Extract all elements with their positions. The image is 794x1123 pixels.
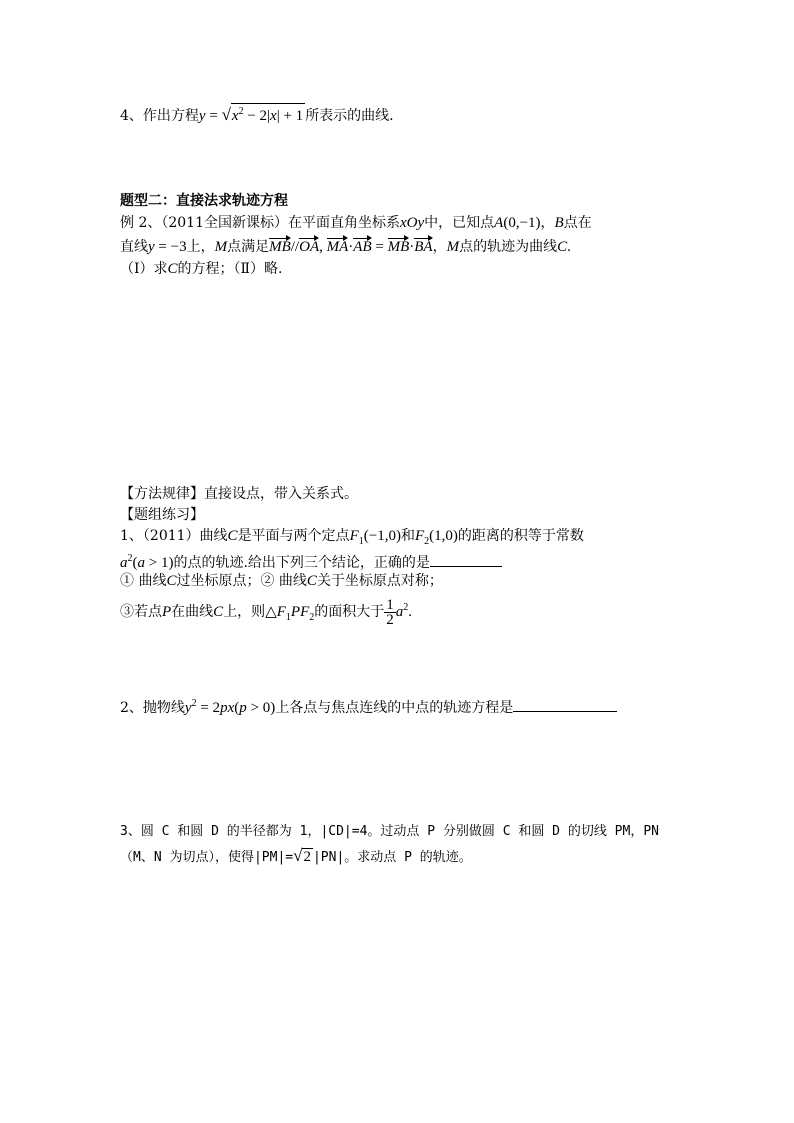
- p1-math-F2: $F_2(1,0)$: [414, 528, 458, 547]
- ex2-text-7: 点满足: [227, 239, 270, 255]
- practice-1-option-3: [120, 598, 412, 628]
- ex2-text-6: 上，: [186, 239, 215, 255]
- ex2-text-8: ，: [432, 239, 447, 255]
- practice-3-line-1: 3、圆 C 和圆 D 的半径都为 1，|CD|=4。过动点 P 分别做圆 C 和圆 D 的切线 PM，PN: [120, 824, 659, 839]
- ex2-text-3: ，: [540, 215, 555, 231]
- ex2-text-10: （Ⅰ）求: [120, 261, 168, 277]
- p1-math-C4: C: [306, 573, 317, 589]
- ex2-math-line: y = −3: [148, 239, 187, 255]
- ex2-text-2: 中，已知点: [424, 215, 495, 231]
- method-rule: 【方法规律】直接设点，带入关系式。: [120, 486, 358, 502]
- p1-text-11: 上，则: [223, 604, 266, 620]
- p1-math-C5: C: [213, 604, 224, 620]
- p1-text-2: 是平面与两个定点: [237, 528, 350, 544]
- practice-3-line-2: [120, 846, 472, 868]
- p1-math-P: P: [162, 604, 172, 620]
- p1-text-1: 1、（2011）曲线: [120, 528, 228, 544]
- ex2-math-xoy: xOy: [400, 215, 425, 231]
- p1-math-a2: $a^2(a > 1)$: [120, 553, 174, 571]
- p1-math-C: C: [227, 528, 238, 544]
- p2-text-2: 上各点与焦点连线的中点的轨迹方程是: [275, 700, 514, 716]
- ex2-math-C: C.: [557, 239, 571, 255]
- practice-1-line-2: [120, 549, 502, 573]
- practice-1-options-1-2: [120, 571, 443, 591]
- p1-text-4: 的距离的积等于常数: [457, 528, 584, 544]
- p3-math-sqrt2: √2: [293, 846, 311, 865]
- ex2-math-vectors: MB//OA, MA·AB = MB·BA: [269, 239, 433, 255]
- p1-math-triangle: $\triangle F_1PF_2$: [265, 604, 315, 623]
- ex2-math-M2: M: [446, 239, 460, 255]
- p1-math-C3: C: [166, 573, 177, 589]
- p1-math-half-a2: $\frac{1}{2}$ $a^2$.: [386, 597, 412, 629]
- p3-text-2: |PN|。求动点 P 的轨迹。: [312, 850, 472, 865]
- p1-text-12: 的面积大于: [314, 604, 385, 620]
- p1-text-8: 关于坐标原点对称；: [316, 573, 443, 589]
- p1-text-5: 的点的轨迹.给出下列三个结论，正确的是: [173, 555, 430, 571]
- ex2-math-B: B: [554, 215, 564, 231]
- practice-2: [120, 694, 617, 718]
- ex2-text-5: 直线: [120, 239, 148, 255]
- ex2-math-pointA: A(0,−1): [494, 215, 541, 231]
- q4-equation: $y = √x^2 - 2|x| + 1$: [198, 105, 304, 124]
- example-2-line-1: [120, 213, 592, 233]
- ex2-text-9: 点的轨迹为曲线: [459, 239, 558, 255]
- p1-text-9: ③若点: [120, 604, 162, 620]
- p1-math-F1: $F_1(-1,0)$: [349, 528, 401, 547]
- p1-text-6: ① 曲线: [120, 573, 167, 589]
- section-2-title: 题型二：直接法求轨迹方程: [120, 193, 288, 209]
- ex2-text-4: 点在: [563, 215, 592, 231]
- example-2-line-2: [120, 237, 571, 257]
- q4-suffix: 所表示的曲线.: [305, 108, 394, 124]
- p2-answer-blank[interactable]: [513, 697, 617, 712]
- p2-math-parabola: $y^2 = 2px(p > 0)$: [184, 698, 276, 716]
- ex2-text-1: 例 2、（2011全国新课标）在平面直角坐标系: [120, 215, 400, 231]
- p1-text-3: 和: [400, 528, 415, 544]
- q4-prefix: 4、作出方程: [120, 108, 199, 124]
- p2-text-1: 2、抛物线: [120, 700, 185, 716]
- ex2-text-11: 的方程；（Ⅱ）略.: [177, 261, 283, 277]
- practice-label: 【题组练习】: [120, 507, 204, 523]
- example-2-line-3: [120, 259, 283, 279]
- p1-text-10: 在曲线: [171, 604, 214, 620]
- ex2-math-M: M: [214, 239, 228, 255]
- p1-answer-blank[interactable]: [430, 552, 502, 567]
- question-4: [120, 103, 394, 126]
- p1-text-7: 过坐标原点；② 曲线: [176, 573, 307, 589]
- p3-text-1: （M、N 为切点），使得|PM|=: [120, 850, 294, 865]
- ex2-math-C2: C: [167, 261, 178, 277]
